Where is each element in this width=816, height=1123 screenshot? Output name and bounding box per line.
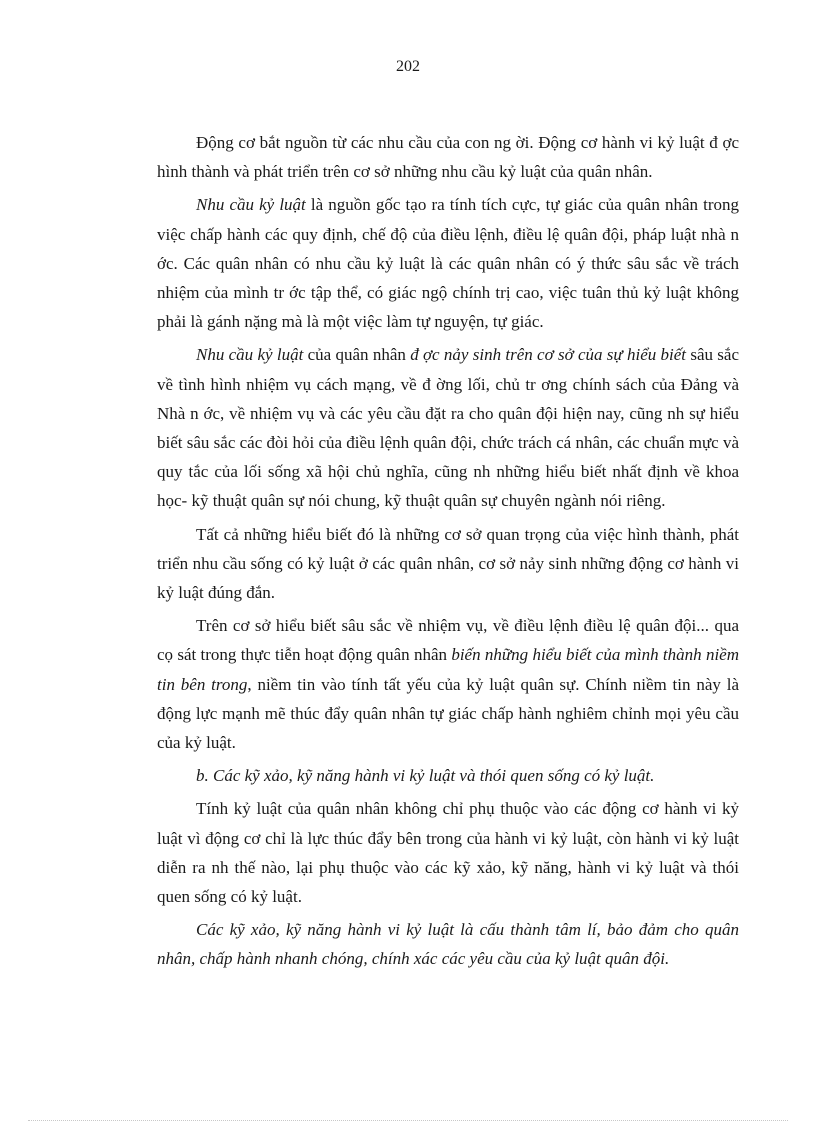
paragraph-1: Động cơ bắt nguồn từ các nhu cầu của con ng ời. Động cơ hành vi kỷ luật đ ợc hình thành và phát triển trên cơ sở những nhu cầu kỷ luật của quân nhân. [157,133,739,182]
paragraph-2-text: là nguồn gốc tạo ra tính tích cực, tự giác của quân nhân trong việc chấp hành các quy định, chế độ của điều lệnh, điều lệ quân đội, pháp luật nhà n ớc. Các quân nhân có nhu cầu kỷ luật là các quân nhân có ý thức sâu sắc về trách nhiệm của mình tr ớc tập thể, có giác ngộ chính trị cao, việc tuân thủ kỷ luật không phải là gánh nặng mà là một việc làm tự nguyện, tự giác. [157,195,740,332]
paragraph-3-text: sâu sắc về tình hình nhiệm vụ cách mạng, về đ ờng lối, chủ tr ơng chính sách của Đảng và Nhà n ớc, về nhiệm vụ và các yêu cầu đặt ra cho quân đội hiện nay, cũng nh sự hiểu biết sâu sắc các đòi hỏi của điều lệnh quân đội, chức trách cá nhân, các chuẩn mực và quy tắc của lối sống xã hội chủ nghĩa, cũng nh những hiểu biết nhất định về khoa học- kỹ thuật quân sự nói chung, kỹ thuật quân sự chuyên ngành nói riêng. [157,345,740,511]
emphasis-italic: biến những hiểu biết của mình thành niềm tin bên trong [157,645,739,694]
paragraph-5 [157,611,739,757]
paragraph-3-mid: của quân nhân [303,345,411,365]
paragraph-3 [157,340,739,515]
paragraph-4: Tất cả những hiểu biết đó là những cơ sở quan trọng của việc hình thành, phát triển nhu cầu sống có kỷ luật ở các quân nhân, cơ sở nảy sinh những động cơ hành vi kỷ luật đúng đắn. [157,524,739,603]
page-bottom-rule [28,1120,788,1121]
paragraph-5-text: , niềm tin vào tính tất yếu của kỷ luật quân sự. Chính niềm tin này là động lực mạnh mẽ thúc đẩy quân nhân tự giác chấp hành nghiêm chỉnh mọi yêu cầu của kỷ luật. [157,674,739,753]
paragraph-6: Tính kỷ luật của quân nhân không chỉ phụ thuộc vào các động cơ hành vi kỷ luật vì động cơ chỉ là lực thúc đẩy bên trong của hành vi kỷ luật, còn hành vi kỷ luật diễn ra nh thế nào, lại phụ thuộc vào các kỹ xảo, kỹ năng, hành vi kỷ luật và thói quen sống có kỷ luật. [157,799,739,907]
paragraph-7: Các kỹ xảo, kỹ năng hành vi kỷ luật là cấu thành tâm lí, bảo đảm cho quân nhân, chấp hành nhanh chóng, chính xác các yêu cầu của kỷ luật quân đội. [157,920,739,969]
emphasis-italic: đ ợc nảy sinh trên cơ sở của sự hiểu biết [410,345,687,365]
section-heading: b. Các kỹ xảo, kỹ năng hành vi kỷ luật và thói quen sống có kỷ luật. [196,766,655,786]
term-italic: Nhu cầu kỷ luật [196,345,304,365]
paragraph-2 [157,190,739,336]
paragraph-5-lead: Trên cơ sở hiểu biết sâu sắc về nhiệm vụ, về điều lệnh điều lệ quân đội... qua cọ sát trong thực tiễn hoạt động quân nhân [157,616,739,665]
term-italic: Nhu cầu kỷ luật [196,195,306,215]
body-text [157,128,739,974]
page-number: 202 [396,58,420,75]
